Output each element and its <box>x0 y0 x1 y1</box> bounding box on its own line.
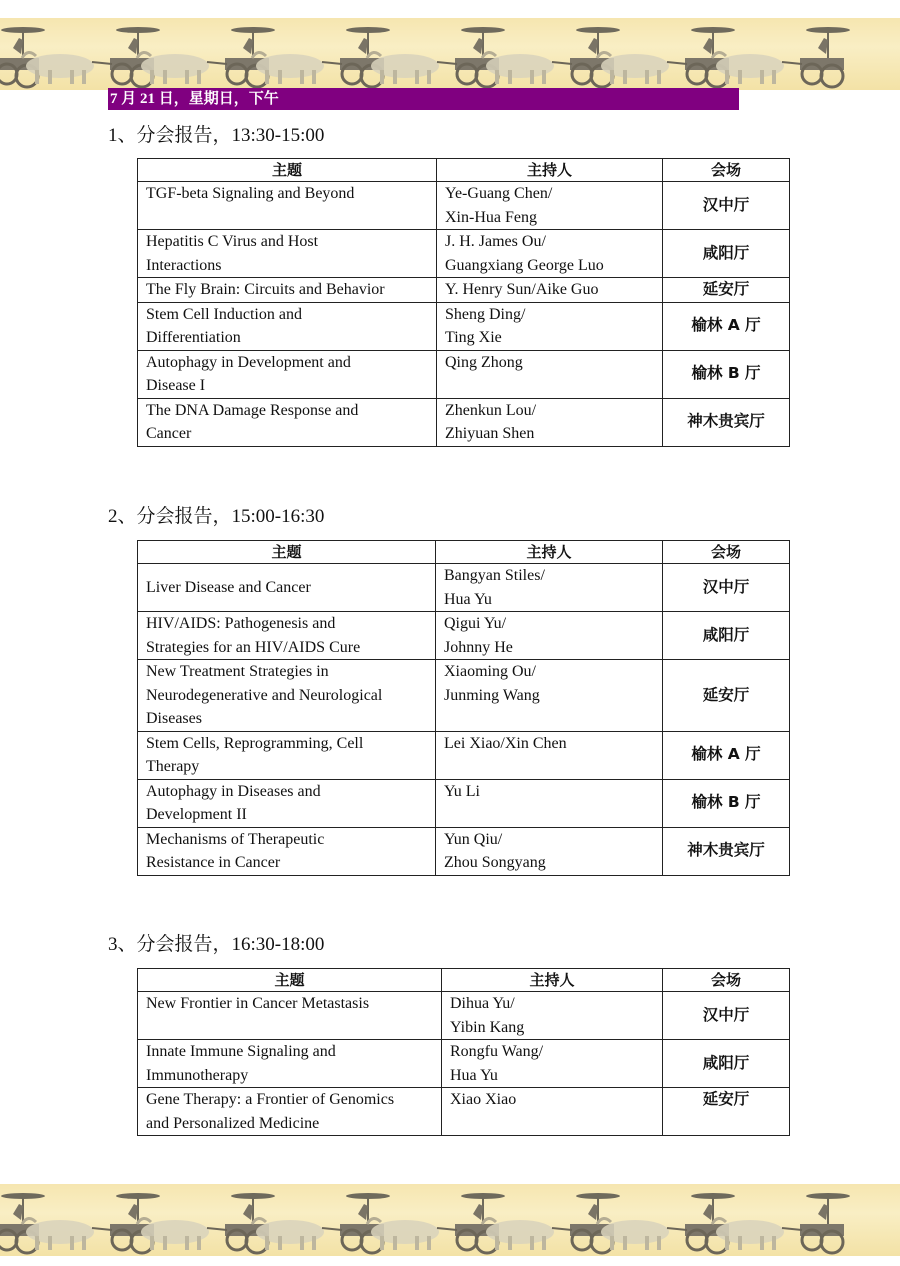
table-row <box>138 278 790 303</box>
topic-cell <box>138 230 437 278</box>
topic-line: Autophagy in Diseases and <box>146 782 321 800</box>
chair-cell <box>437 278 663 303</box>
topic-cell <box>138 278 437 303</box>
chair-cell <box>436 660 663 732</box>
venue-cell: 延安厅 <box>663 278 790 303</box>
venue-cell: 神木贵宾厅 <box>663 827 790 875</box>
chair-line: Zhou Songyang <box>444 854 546 871</box>
chair-line: Zhenkun Lou/ <box>445 401 537 419</box>
topic-line: Stem Cells, Reprogramming, Cell <box>146 734 364 752</box>
chair-line: Sheng Ding/ <box>445 305 526 323</box>
bottom-decorative-banner <box>0 1184 900 1256</box>
chair-cell <box>436 564 663 612</box>
table-row <box>138 612 790 660</box>
venue-header: 会场 <box>663 159 790 182</box>
table-row <box>138 827 790 875</box>
venue-cell: 延安厅 <box>663 1088 790 1136</box>
chair-line: Xin-Hua Feng <box>445 208 537 226</box>
topic-line: Liver Disease and Cancer <box>146 578 311 596</box>
chair-line: Junming Wang <box>444 686 540 704</box>
table-header-row <box>138 969 790 992</box>
chariot-frieze-image <box>0 18 900 90</box>
chair-cell <box>436 779 663 827</box>
venue-cell: 榆林 A 厅 <box>663 302 790 350</box>
topic-line: Autophagy in Development and <box>146 353 351 371</box>
topic-header: 主题 <box>138 541 436 564</box>
chair-header: 主持人 <box>437 159 663 182</box>
topic-line: Development II <box>146 806 247 823</box>
chair-line: Yibin Kang <box>450 1018 525 1036</box>
topic-line: Interactions <box>146 256 222 274</box>
chair-cell <box>437 302 663 350</box>
chair-cell <box>442 1040 663 1088</box>
topic-header: 主题 <box>138 969 442 992</box>
topic-line: Immunotherapy <box>146 1066 249 1084</box>
chair-line: Qing Zhong <box>445 353 523 371</box>
topic-line: TGF-beta Signaling and Beyond <box>146 185 355 202</box>
topic-line: Strategies for an HIV/AIDS Cure <box>146 638 361 656</box>
topic-line: Innate Immune Signaling and <box>146 1043 336 1060</box>
topic-line: Gene Therapy: a Frontier of Genomics <box>146 1091 395 1108</box>
topic-line: and Personalized Medicine <box>146 1114 320 1132</box>
venue-header: 会场 <box>663 541 790 564</box>
table-row <box>138 731 790 779</box>
topic-line: Diseases <box>146 710 202 727</box>
session-1-title: 1、分会报告，13:30-15:00 <box>108 125 325 146</box>
chair-line: Ting Xie <box>445 329 502 346</box>
topic-line: Resistance in Cancer <box>146 854 281 871</box>
chair-cell <box>436 612 663 660</box>
topic-line: Neurodegenerative and Neurological <box>146 686 383 704</box>
table-row <box>138 1040 790 1088</box>
table-header-row <box>138 159 790 182</box>
venue-cell: 咸阳厅 <box>663 230 790 278</box>
chariot-motif <box>712 27 850 87</box>
table-row <box>138 660 790 732</box>
chair-cell <box>437 350 663 398</box>
chair-line: Lei Xiao/Xin Chen <box>444 734 567 752</box>
chair-line: Yun Qiu/ <box>444 830 503 848</box>
table-row <box>138 779 790 827</box>
chair-line: Qigui Yu/ <box>444 615 507 632</box>
session-1-table <box>137 158 790 447</box>
topic-cell <box>138 1088 442 1136</box>
table-row <box>138 302 790 350</box>
venue-cell: 榆林 B 厅 <box>663 350 790 398</box>
chair-line: Xiao Xiao <box>450 1091 517 1108</box>
table-row <box>138 564 790 612</box>
topic-line: The DNA Damage Response and <box>146 401 359 419</box>
venue-cell: 汉中厅 <box>663 182 790 230</box>
topic-cell <box>138 564 436 612</box>
topic-line: Therapy <box>146 758 200 775</box>
chair-line: Guangxiang George Luo <box>445 256 604 274</box>
topic-cell <box>138 827 436 875</box>
venue-cell: 神木贵宾厅 <box>663 398 790 446</box>
chair-cell <box>437 230 663 278</box>
chair-cell <box>437 398 663 446</box>
topic-line: Stem Cell Induction and <box>146 305 302 323</box>
topic-line: Hepatitis C Virus and Host <box>146 233 319 250</box>
chair-line: Yu Li <box>444 782 480 800</box>
chariot-motif <box>712 1193 850 1253</box>
topic-cell <box>138 660 436 732</box>
topic-line: Disease I <box>146 377 206 394</box>
chair-line: Zhiyuan Shen <box>445 425 535 442</box>
session-2-table <box>137 540 790 876</box>
topic-cell <box>138 398 437 446</box>
chair-line: J. H. James Ou/ <box>445 233 546 250</box>
topic-line: New Treatment Strategies in <box>146 663 329 680</box>
table-row <box>138 350 790 398</box>
venue-cell: 榆林 A 厅 <box>663 731 790 779</box>
chair-line: Y. Henry Sun/Aike Guo <box>445 281 599 298</box>
chair-cell <box>437 182 663 230</box>
topic-line: New Frontier in Cancer Metastasis <box>146 995 370 1012</box>
chair-cell <box>436 731 663 779</box>
chair-line: Bangyan Stiles/ <box>444 567 545 584</box>
topic-line: Mechanisms of Therapeutic <box>146 830 325 848</box>
table-row <box>138 230 790 278</box>
chariot-frieze-image <box>0 1184 900 1256</box>
chair-line: Dihua Yu/ <box>450 995 515 1012</box>
table-row <box>138 182 790 230</box>
chair-header: 主持人 <box>436 541 663 564</box>
topic-cell <box>138 302 437 350</box>
session-3-title: 3、分会报告，16:30-18:00 <box>108 934 325 955</box>
table-row <box>138 398 790 446</box>
venue-cell: 榆林 B 厅 <box>663 779 790 827</box>
venue-cell: 咸阳厅 <box>663 612 790 660</box>
venue-header: 会场 <box>663 969 790 992</box>
chair-line: Ye-Guang Chen/ <box>445 185 553 202</box>
chair-line: Hua Yu <box>444 590 492 608</box>
chair-cell <box>436 827 663 875</box>
chair-line: Johnny He <box>444 638 513 656</box>
topic-line: Cancer <box>146 425 192 442</box>
topic-cell <box>138 182 437 230</box>
chair-cell <box>442 992 663 1040</box>
venue-cell: 汉中厅 <box>663 564 790 612</box>
topic-cell <box>138 779 436 827</box>
session-3-table <box>137 968 790 1136</box>
topic-cell <box>138 612 436 660</box>
chair-line: Rongfu Wang/ <box>450 1043 544 1060</box>
top-decorative-banner <box>0 18 900 90</box>
chair-line: Hua Yu <box>450 1066 498 1084</box>
topic-line: The Fly Brain: Circuits and Behavior <box>146 281 385 298</box>
topic-cell <box>138 350 437 398</box>
session-2-title: 2、分会报告，15:00-16:30 <box>108 506 325 527</box>
topic-header: 主题 <box>138 159 437 182</box>
topic-line: HIV/AIDS: Pathogenesis and <box>146 615 336 632</box>
date-line: 7 月 21 日，星期日，下午 <box>110 91 279 107</box>
venue-cell: 延安厅 <box>663 660 790 732</box>
date-header-bar <box>108 88 739 110</box>
topic-cell <box>138 992 442 1040</box>
topic-line: Differentiation <box>146 329 241 346</box>
topic-cell <box>138 731 436 779</box>
chair-cell <box>442 1088 663 1136</box>
chair-line: Xiaoming Ou/ <box>444 663 536 680</box>
venue-cell: 咸阳厅 <box>663 1040 790 1088</box>
venue-cell: 汉中厅 <box>663 992 790 1040</box>
table-header-row <box>138 541 790 564</box>
topic-cell <box>138 1040 442 1088</box>
chair-header: 主持人 <box>442 969 663 992</box>
table-row <box>138 1088 790 1136</box>
table-row <box>138 992 790 1040</box>
